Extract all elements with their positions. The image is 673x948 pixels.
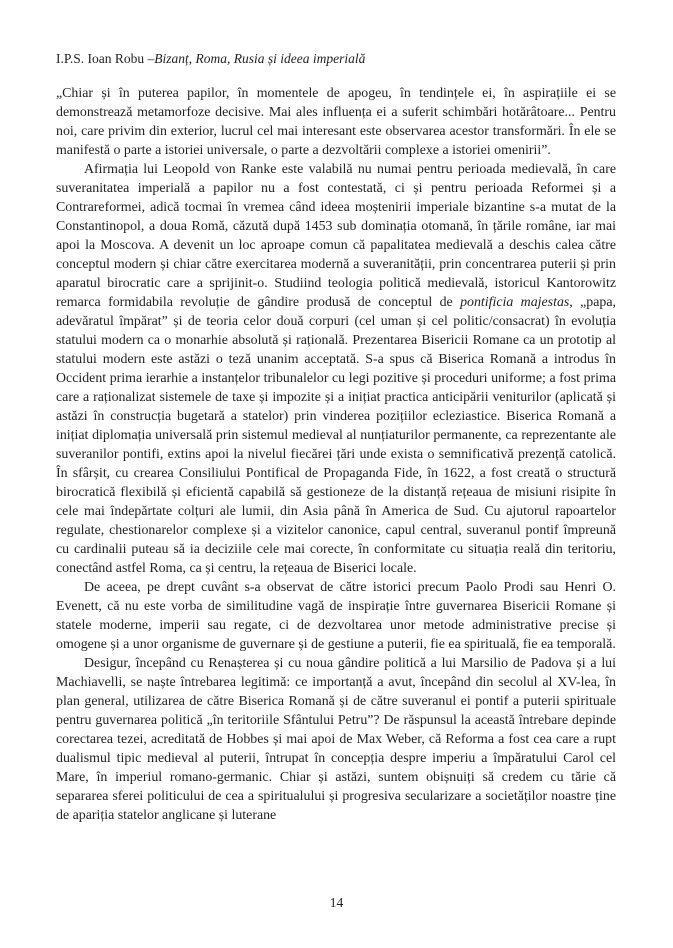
header-title: Bizanț, Roma, Rusia și ideea imperială <box>154 51 366 66</box>
paragraph-quote: „Chiar și în puterea papilor, în momentele de apogeu, în tendințele ei, în aspirațiile ei se demonstrează metamorfoze decisive. Mai ales influența ei a suferit schimbări hotărâtoare... Pentru noi, care privim din exterior, lucrul cel mai interesant este observarea acestor transformări. În ele se manifestă o parte a istoriei universale, o parte a dezvoltării complexe a istoriei omenirii”. <box>56 86 616 158</box>
header-author: I.P.S. Ioan Robu – <box>56 51 155 66</box>
paragraph-renaissance: Desigur, începând cu Renașterea și cu noua gândire politică a lui Marsilio de Padova și a lui Machiavelli, se naște întrebarea legitimă: ce importanță a avut, începând din secolul al XV-lea, în plan general, utilizarea de către Biserica Romană și de către suveranul ei pontif a puterii spirituale pentru guvernarea politică „în teritoriile Sfântului Petru”? De răspunsul la această întrebare depinde corectarea tezei, acreditată de Hobbes și mai apoi de Max Weber, că Reforma a fost cea care a rupt dualismul tipic medieval al puterii, întrupat în concepția despre imperiu a împăratului Carol cel Mare, în imperiul romano-germanic. Chiar și astăzi, suntem obișnuiți să credem cu tărie că separarea sferei politicului de cea a spiritualului și progresiva secularizare a societăților noastre ține de apariția statelor anglicane și luterane <box>56 656 616 823</box>
running-header <box>56 50 616 67</box>
paragraph-ranke-italic: pontificia majestas <box>460 295 570 310</box>
paragraph-ranke <box>56 160 616 578</box>
paragraph-ranke-part1: Afirmația lui Leopold von Ranke este valabilă nu numai pentru perioada medievală, în care suveranitatea imperială a papilor nu a fost contestată, ci și pentru perioada Reformei și a Contrareformei, adică tocmai în vremea când ideea moștenirii imperiale bizantine s-a mutat de la Constantinopol, a doua Romă, căzută după 1453 sub dominația otomană, în țările române, iar mai apoi la Moscova. A devenit un loc aproape comun că papalitatea medievală a deschis calea către conceptul modern și chiar către exercitarea modernă a suveranității, prin concentrarea puterii și prin aparatul birocratic care a sprijinit-o. Studiind teologia politică medievală, istoricul Kantorowitz remarca formidabila revoluție de gândire produsă de conceptul de <box>56 162 616 310</box>
body-text <box>56 84 616 825</box>
page-number: 14 <box>329 895 344 910</box>
paragraph-ranke-part2: , „papa, adevăratul împărat” și de teoria celor două corpuri (cel uman și cel politic/consacrat) în evoluția statului modern ca o monarhie absolută și rațională. Prezentarea Bisericii Romane ca un prototip al statului modern este astăzi o teză unanim acceptată. S-a spus că Biserica Romană a introdus în Occident prima ierarhie a instanțelor tribunalelor cu legi pozitive și proceduri uniforme; a fost prima care a raționalizat sistemele de taxe și impozite și a inițiat practica anticipării veniturilor (aplicată și astăzi în construcția bugetară a statelor) prin vinderea pozițiilor ecleziastice. Biserica Romană a inițiat diplomația universală prin sistemul medieval al nunțiaturilor permanente, ca reprezentante ale suveranilor pontifi, extins apoi la nivelul fiecărei țări unde exista o semnificativă prezență catolică. În sfârșit, cu crearea Consiliului Pontifical de Propaganda Fide, în 1622, a fost creată o structură birocratică flexibilă și eficientă capabilă să gestioneze de la distanță rețeaua de misiuni risipite în cele mai îndepărtate colțuri ale lumii, din Asia până în America de Sud. Cu ajutorul rapoartelor regulate, chestionarelor complexe și a vizitelor canonice, capul central, suveranul pontif împreună cu cardinalii puteau să ia deciziile cele mai corecte, în conformitate cu situația reală din teritoriu, conectând astfel Roma, ca și centru, la rețeaua de Biserici locale. <box>56 295 616 576</box>
paragraph-historians: De aceea, pe drept cuvânt s-a observat de către istorici precum Paolo Prodi sau Henri O. Evenett, că nu este vorba de similitudine vagă de inspirație între guvernarea Bisericii Romane și statele moderne, imperii sau regate, ci de dezvoltarea unor metode administrative precise și omogene și a unor organisme de guvernare și de gestiune a puterii, fie ea spirituală, fie ea temporală. <box>56 580 616 652</box>
